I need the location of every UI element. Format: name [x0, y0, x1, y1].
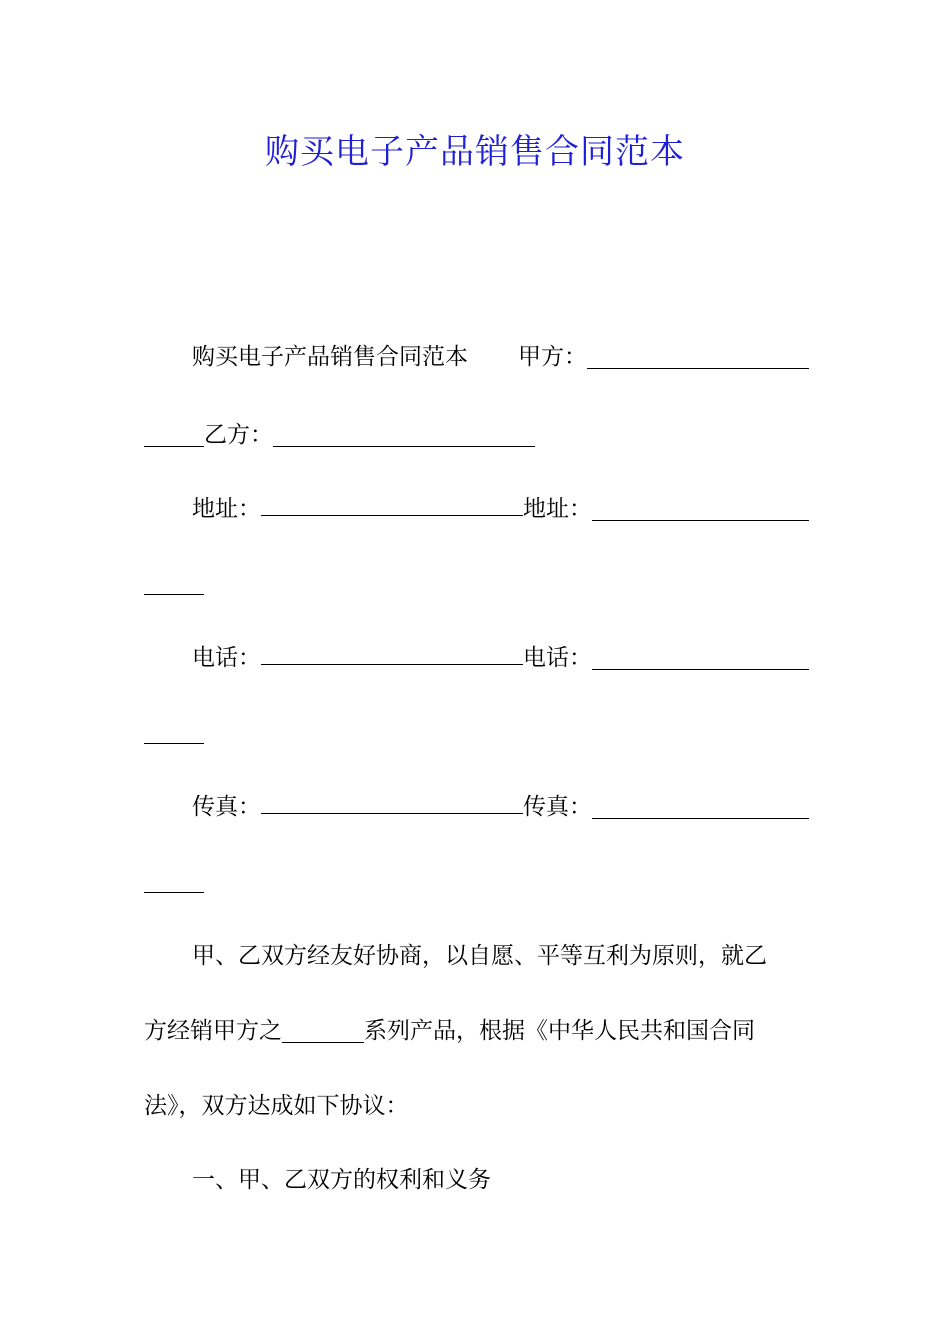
fax-b-blank[interactable]	[592, 818, 809, 819]
phone-label-a: 电话：	[192, 645, 261, 671]
phone-label-b: 电话：	[523, 645, 592, 671]
party-a-blank-continued[interactable]	[144, 446, 204, 447]
address-b-blank[interactable]	[592, 520, 809, 521]
document-title: 购买电子产品销售合同范本	[265, 132, 685, 172]
phone-continuation-line	[144, 715, 809, 749]
phone-a-blank[interactable]	[261, 664, 523, 665]
fax-a-blank[interactable]	[261, 813, 523, 814]
party-a-blank[interactable]	[587, 368, 809, 369]
party-a-label: 甲方：	[518, 344, 587, 370]
fax-b-blank-continued[interactable]	[144, 892, 204, 893]
party-b-line	[144, 418, 809, 452]
paragraph-line	[144, 1014, 809, 1048]
paragraph-line: 甲、乙双方经友好协商，以自愿、平等互利为原则，就乙	[192, 943, 767, 969]
paragraph-line: 法》，双方达成如下协议：	[144, 1093, 409, 1119]
fax-continuation-line	[144, 864, 809, 898]
party-b-label: 乙方：	[204, 422, 273, 448]
address-a-blank[interactable]	[261, 515, 523, 516]
phone-b-blank[interactable]	[592, 669, 809, 670]
party-b-blank[interactable]	[273, 446, 535, 447]
section-heading: 一、甲、乙双方的权利和义务	[192, 1167, 491, 1193]
intro-label: 购买电子产品销售合同范本	[192, 344, 468, 370]
party-a-line	[192, 340, 809, 374]
paragraph-text: 系列产品，根据《中华人民共和国合同	[364, 1018, 755, 1044]
address-label-b: 地址：	[523, 496, 592, 522]
fax-label-a: 传真：	[192, 794, 261, 820]
address-b-blank-continued[interactable]	[144, 594, 204, 595]
phone-line	[192, 641, 809, 675]
address-line	[192, 492, 809, 526]
address-label-a: 地址：	[192, 496, 261, 522]
fax-line	[192, 790, 809, 824]
paragraph-text: 方经销甲方之	[144, 1018, 282, 1044]
product-series-blank[interactable]	[282, 1042, 364, 1043]
address-continuation-line	[144, 566, 809, 600]
phone-b-blank-continued[interactable]	[144, 743, 204, 744]
fax-label-b: 传真：	[523, 794, 592, 820]
